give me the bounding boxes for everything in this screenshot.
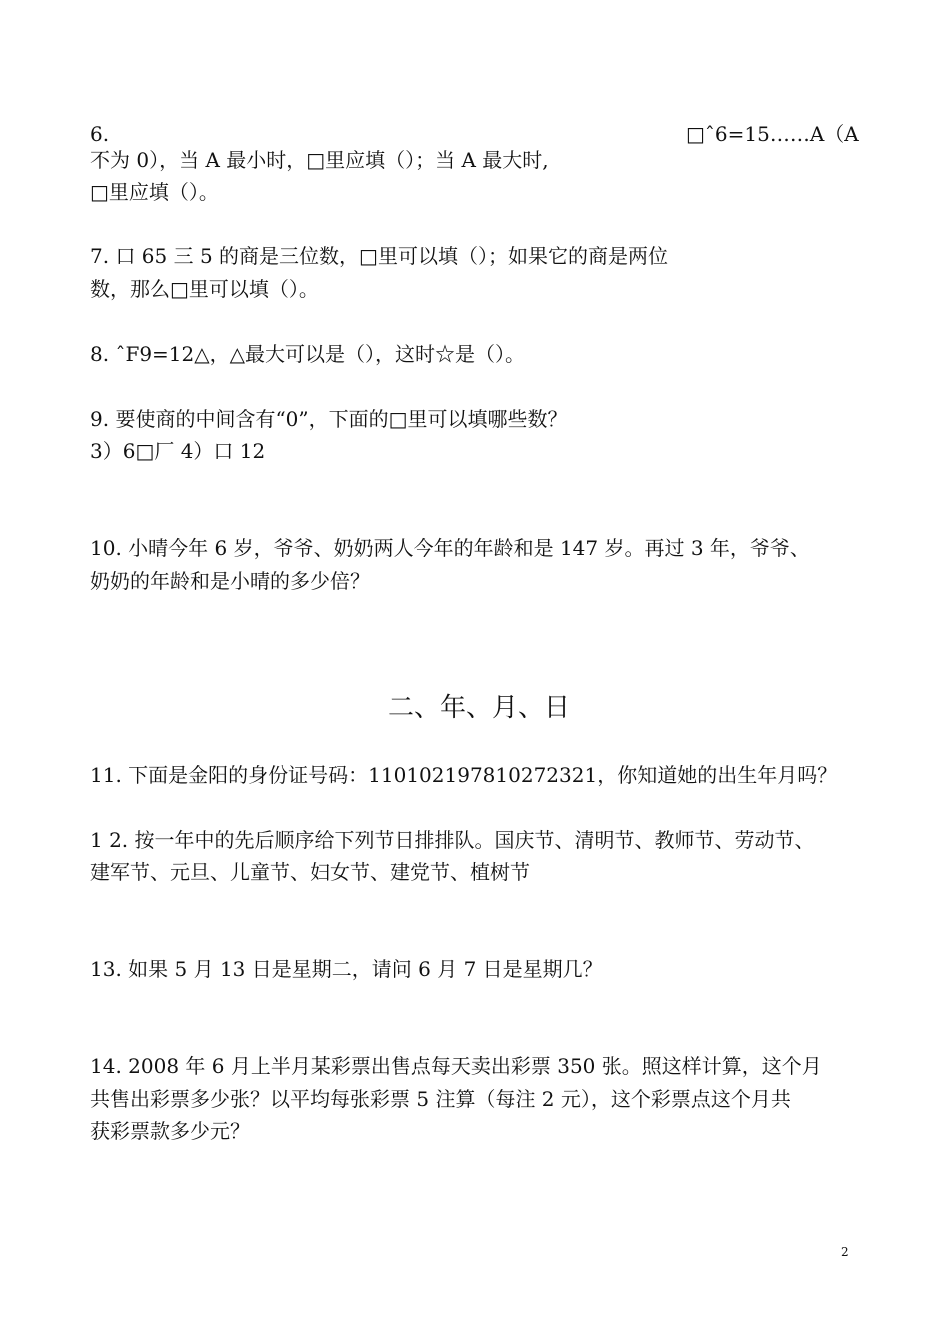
q9-line-2: 3）6□厂 4）口 12 bbox=[90, 439, 266, 463]
q14-line-2: 共售出彩票多少张？以平均每张彩票 5 注算（每注 2 元），这个彩票点这个月共 bbox=[90, 1087, 791, 1111]
page-number: 2 bbox=[841, 1245, 849, 1259]
q9-line-1: 9. 要使商的中间含有“0”，下面的□里可以填哪些数？ bbox=[90, 407, 568, 431]
q6-line-3: □里应填（）。 bbox=[90, 180, 219, 204]
q6-expression: □ˆ6=15……A（A bbox=[686, 122, 859, 146]
q10-line-1: 10. 小晴今年 6 岁，爷爷、奶奶两人今年的年龄和是 147 岁。再过 3 年，爷爷、 bbox=[90, 536, 810, 560]
q11-line-1: 11. 下面是金阳的身份证号码：110102197810272321，你知道她的出生年月吗？ bbox=[90, 763, 838, 787]
q12-line-2: 建军节、元旦、儿童节、妇女节、建党节、植树节 bbox=[90, 860, 530, 884]
q14-line-1: 14. 2008 年 6 月上半月某彩票出售点每天卖出彩票 350 张。照这样计算，这个月 bbox=[90, 1054, 822, 1078]
q14-line-3: 获彩票款多少元？ bbox=[90, 1119, 250, 1143]
q6-line-2: 不为 0），当 A 最小时，□里应填（）；当 A 最大时, bbox=[90, 148, 549, 172]
q7-line-1: 7. 口 65 三 5 的商是三位数，□里可以填（）；如果它的商是两位 bbox=[90, 244, 668, 268]
q12-line-1: 1 2. 按一年中的先后顺序给下列节日排排队。国庆节、清明节、教师节、劳动节、 bbox=[90, 828, 815, 852]
q6-number: 6. bbox=[90, 122, 110, 146]
q8-line-1: 8. ˆF9=12△，△最大可以是（），这时☆是（）。 bbox=[90, 342, 526, 366]
section-title: 二、年、月、日 bbox=[388, 693, 571, 723]
q13-line-1: 13. 如果 5 月 13 日是星期二，请问 6 月 7 日是星期几？ bbox=[90, 957, 603, 981]
q10-line-2: 奶奶的年龄和是小晴的多少倍？ bbox=[90, 569, 370, 593]
q7-line-2: 数，那么□里可以填（）。 bbox=[90, 277, 319, 301]
